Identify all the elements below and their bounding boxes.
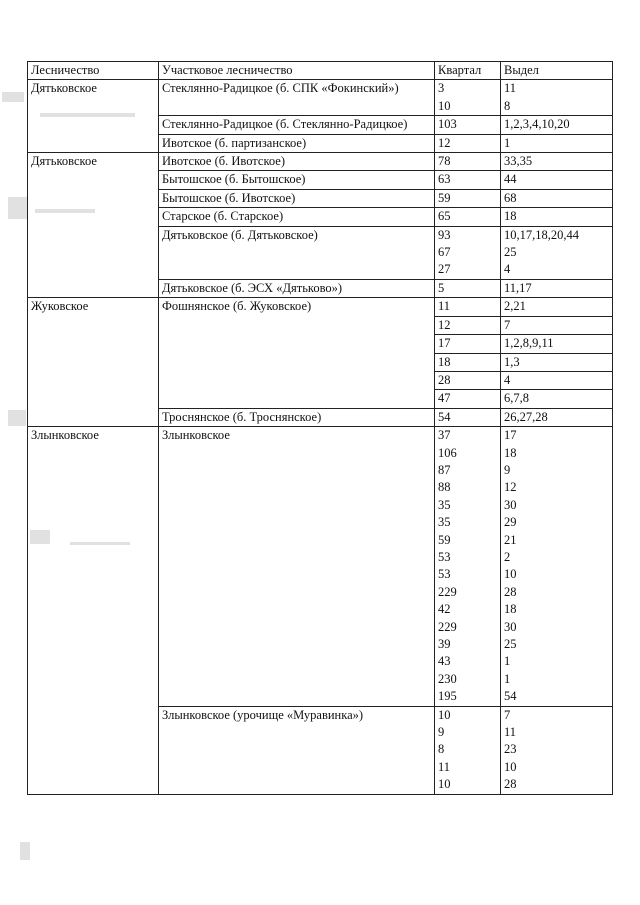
header-vydel: Выдел: [501, 62, 613, 80]
kvartal-cell: [435, 335, 501, 353]
kvartal-value: 195: [438, 689, 457, 704]
kvartal-value: 12: [438, 135, 451, 150]
vydel-cell: [501, 171, 613, 189]
kvartal-cell: [435, 226, 501, 279]
kvartal-value: 27: [438, 262, 451, 277]
district-cell: Стеклянно-Радицкое (б. СПК «Фокинский»): [159, 80, 435, 116]
vydel-value: 25: [504, 637, 517, 651]
forestry-cell: Жуковское: [28, 298, 159, 427]
kvartal-value: 229: [438, 619, 457, 634]
forestry-table: [27, 61, 613, 795]
vydel-cell: [501, 189, 613, 207]
kvartal-cell: [435, 427, 501, 707]
kvartal-cell: [435, 279, 501, 297]
district-cell: Злынковское: [159, 427, 435, 707]
vydel-value: 4: [504, 372, 511, 387]
kvartal-value: 35: [438, 515, 451, 530]
vydel-value: 17: [504, 428, 517, 443]
header-district: Участковое лесничество: [159, 62, 435, 80]
vydel-cell: [501, 298, 613, 316]
vydel-value: 2,21: [504, 299, 526, 314]
vydel-value: 30: [504, 497, 517, 512]
vydel-value: 7: [504, 317, 511, 332]
vydel-value: 18: [504, 445, 517, 460]
table-row: [28, 80, 613, 116]
vydel-cell: [501, 706, 613, 794]
kvartal-cell: [435, 371, 501, 389]
vydel-cell: [501, 353, 613, 371]
vydel-cell: [501, 316, 613, 334]
kvartal-value: 9: [438, 725, 445, 740]
vydel-value: 18: [504, 209, 517, 224]
vydel-value: 7: [504, 707, 511, 722]
kvartal-value: 42: [438, 602, 451, 617]
scan-mark: [8, 410, 26, 426]
vydel-value: 1,2,3,4,10,20: [504, 117, 570, 132]
kvartal-cell: [435, 408, 501, 426]
district-cell: Дятьковское (б. Дятьковское): [159, 226, 435, 279]
header-forestry: Лесничество: [28, 62, 159, 80]
vydel-value: 4: [504, 262, 511, 277]
vydel-value: 44: [504, 172, 517, 187]
vydel-value: 1: [504, 654, 511, 669]
kvartal-value: 65: [438, 209, 451, 224]
vydel-value: 11,17: [504, 280, 532, 295]
table-row: [28, 427, 613, 707]
kvartal-value: 229: [438, 584, 457, 599]
kvartal-value: 10: [438, 777, 451, 792]
kvartal-cell: [435, 316, 501, 334]
vydel-value: 26,27,28: [504, 409, 548, 424]
kvartal-value: 43: [438, 654, 451, 669]
kvartal-value: 37: [438, 428, 451, 443]
vydel-value: 8: [504, 98, 511, 113]
kvartal-cell: [435, 298, 501, 316]
vydel-value: 11: [504, 725, 517, 740]
kvartal-cell: [435, 706, 501, 794]
table-header-row: [28, 62, 613, 80]
kvartal-value: 3: [438, 81, 445, 96]
forestry-cell: Злынковское: [28, 427, 159, 795]
vydel-cell: [501, 371, 613, 389]
kvartal-value: 93: [438, 227, 451, 242]
kvartal-value: 18: [438, 354, 451, 369]
kvartal-value: 59: [438, 190, 451, 205]
vydel-cell: [501, 390, 613, 408]
vydel-value: 12: [504, 480, 517, 495]
vydel-value: 23: [504, 742, 517, 757]
vydel-value: 1,3: [504, 354, 520, 369]
vydel-cell: [501, 408, 613, 426]
vydel-value: 28: [504, 584, 517, 599]
vydel-value: 2: [504, 549, 511, 564]
kvartal-value: 39: [438, 637, 451, 651]
vydel-cell: [501, 427, 613, 707]
kvartal-value: 11: [438, 299, 451, 314]
kvartal-cell: [435, 208, 501, 226]
kvartal-value: 54: [438, 409, 451, 424]
vydel-value: 21: [504, 532, 517, 547]
table-body: [28, 80, 613, 794]
vydel-value: 28: [504, 777, 517, 792]
kvartal-value: 67: [438, 245, 451, 260]
kvartal-value: 5: [438, 280, 445, 295]
vydel-cell: [501, 208, 613, 226]
scan-mark: [20, 842, 30, 860]
kvartal-value: 59: [438, 532, 451, 547]
kvartal-value: 87: [438, 462, 451, 477]
kvartal-value: 11: [438, 759, 451, 774]
kvartal-value: 230: [438, 671, 457, 686]
vydel-cell: [501, 134, 613, 152]
kvartal-value: 63: [438, 172, 451, 187]
vydel-value: 9: [504, 462, 511, 477]
kvartal-value: 17: [438, 336, 451, 351]
kvartal-cell: [435, 80, 501, 116]
kvartal-cell: [435, 116, 501, 134]
kvartal-cell: [435, 189, 501, 207]
vydel-value: 33,35: [504, 154, 533, 169]
kvartal-cell: [435, 171, 501, 189]
kvartal-value: 106: [438, 445, 457, 460]
vydel-cell: [501, 279, 613, 297]
kvartal-value: 10: [438, 98, 451, 113]
kvartal-value: 53: [438, 549, 451, 564]
vydel-value: 30: [504, 619, 517, 634]
kvartal-cell: [435, 353, 501, 371]
kvartal-value: 10: [438, 707, 451, 722]
vydel-value: 6,7,8: [504, 391, 529, 406]
kvartal-cell: [435, 390, 501, 408]
kvartal-value: 28: [438, 372, 451, 387]
district-cell: Старское (б. Старское): [159, 208, 435, 226]
vydel-value: 11: [504, 81, 517, 96]
kvartal-cell: [435, 134, 501, 152]
district-cell: Бытошское (б. Бытошское): [159, 171, 435, 189]
district-cell: Троснянское (б. Троснянское): [159, 408, 435, 426]
vydel-cell: [501, 80, 613, 116]
district-cell: Ивотское (б. партизанское): [159, 134, 435, 152]
vydel-value: 10,17,18,20,44: [504, 227, 579, 242]
vydel-value: 68: [504, 190, 517, 205]
table-row: [28, 298, 613, 316]
vydel-value: 18: [504, 602, 517, 617]
kvartal-value: 103: [438, 117, 457, 132]
forestry-cell: Дятьковское: [28, 80, 159, 153]
scan-mark: [8, 197, 28, 219]
district-cell: Фошнянское (б. Жуковское): [159, 298, 435, 408]
table-row: [28, 153, 613, 171]
kvartal-value: 78: [438, 154, 451, 169]
header-kvartal: Квартал: [435, 62, 501, 80]
forestry-cell: Дятьковское: [28, 153, 159, 298]
district-cell: Ивотское (б. Ивотское): [159, 153, 435, 171]
kvartal-value: 47: [438, 391, 451, 406]
vydel-value: 10: [504, 759, 517, 774]
kvartal-value: 8: [438, 742, 445, 757]
kvartal-value: 88: [438, 480, 451, 495]
vydel-cell: [501, 116, 613, 134]
district-cell: Стеклянно-Радицкое (б. Стеклянно-Радицкое): [159, 116, 435, 134]
kvartal-cell: [435, 153, 501, 171]
vydel-cell: [501, 153, 613, 171]
vydel-cell: [501, 335, 613, 353]
vydel-value: 54: [504, 689, 517, 704]
district-cell: Бытошское (б. Ивотское): [159, 189, 435, 207]
district-cell: Дятьковское (б. ЭСХ «Дятьково»): [159, 279, 435, 297]
vydel-value: 1: [504, 671, 511, 686]
vydel-value: 1: [504, 135, 511, 150]
kvartal-value: 53: [438, 567, 451, 582]
vydel-value: 29: [504, 515, 517, 530]
kvartal-value: 35: [438, 497, 451, 512]
kvartal-value: 12: [438, 317, 451, 332]
vydel-value: 1,2,8,9,11: [504, 336, 554, 351]
scan-mark: [2, 92, 24, 102]
district-cell: Злынковское (урочище «Муравинка»): [159, 706, 435, 794]
vydel-cell: [501, 226, 613, 279]
vydel-value: 25: [504, 245, 517, 260]
vydel-value: 10: [504, 567, 517, 582]
